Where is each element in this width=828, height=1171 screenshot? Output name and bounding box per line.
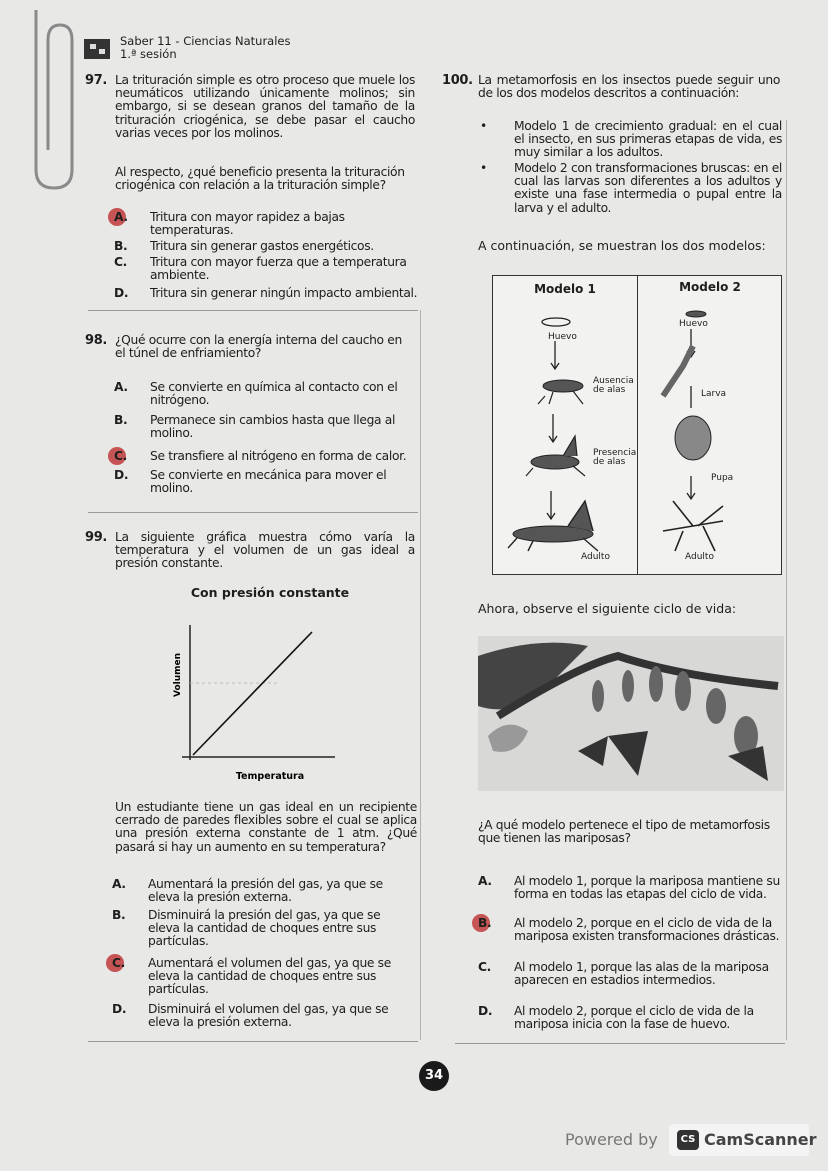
option-text: Permanece sin cambios hasta que llega al molino. xyxy=(150,413,396,441)
page-number: 34 xyxy=(419,1061,449,1091)
option-text: Se convierte en mecánica para mover el molino. xyxy=(150,468,387,496)
label-adult-2: Adulto xyxy=(685,552,714,562)
paper-clip-image xyxy=(22,0,77,200)
option-text: Al modelo 1, porque las alas de la mariposa aparecen en estadios intermedios. xyxy=(514,960,769,988)
option-text: Aumentará la presión del gas, ya que se eleva la presión externa. xyxy=(148,877,383,905)
adult-mosquito-icon xyxy=(663,501,723,551)
model-1-title: Modelo 1 xyxy=(534,282,596,296)
q99-stem xyxy=(85,530,415,571)
option-text: Al modelo 2, porque el ciclo de vida de la mariposa inicia con la fase de huevo. xyxy=(514,1004,754,1032)
volume-temperature-chart xyxy=(160,605,360,790)
camscanner-brand: CamScanner xyxy=(704,1130,817,1149)
option-text: Al modelo 2, porque en el ciclo de vida de la mariposa existen transformaciones drásticas. xyxy=(514,916,780,944)
option-text: Se convierte en química al contacto con el nitrógeno. xyxy=(150,380,398,408)
option-letter: C. xyxy=(114,449,127,463)
models-diagram xyxy=(492,275,782,575)
bullet-model-1 xyxy=(480,119,782,160)
series-line xyxy=(193,632,312,755)
column-divider xyxy=(420,310,421,1040)
header xyxy=(120,35,290,61)
option-text: Disminuirá la presión del gas, ya que se eleva la cantidad de choques entre sus partículas. xyxy=(148,908,381,949)
option-letter: D. xyxy=(114,468,129,482)
metamorphosis-drawings xyxy=(493,276,783,576)
icfes-logo-icon xyxy=(82,35,112,63)
label-pupa: Pupa xyxy=(711,473,734,483)
q100-text: La metamorfosis en los insectos puede seguir uno de los dos modelos descritos a continuación: xyxy=(478,73,780,101)
label-egg-2: Huevo xyxy=(679,319,708,329)
model-2-title: Modelo 2 xyxy=(679,280,741,294)
label-egg-1: Huevo xyxy=(548,332,577,342)
option-letter: C. xyxy=(114,255,127,269)
header-session: 1.ª sesión xyxy=(120,47,177,61)
q97-number: 97. xyxy=(85,73,107,88)
option-letter: B. xyxy=(114,413,128,427)
x-axis-label: Temperatura xyxy=(235,771,305,782)
option-text: Se transfiere al nitrógeno en forma de calor. xyxy=(150,449,407,463)
option-letter: A. xyxy=(114,380,128,394)
option-letter: A. xyxy=(114,210,128,224)
q99-text: La siguiente gráfica muestra cómo varía la temperatura y el volumen de un gas ideal a presión constante. xyxy=(115,530,415,571)
q99-question: Un estudiante tiene un gas ideal en un recipiente cerrado de paredes flexibles sobre el cual se aplica una presión externa constante de 1 atm. ¿Qué pasará si hay un aumento en su temperatura? xyxy=(115,800,417,854)
q98-stem xyxy=(85,333,415,361)
option-text: Tritura con mayor fuerza que a temperatura ambiente. xyxy=(150,255,407,283)
q100-stem xyxy=(442,73,780,101)
q97-stem xyxy=(85,73,415,140)
bullet-icon: • xyxy=(480,119,487,133)
option-letter: B. xyxy=(112,908,126,922)
option-letter: A. xyxy=(112,877,126,891)
divider xyxy=(455,1043,785,1044)
q100-question: ¿A qué modelo pertenece el tipo de metamorfosis que tienen las mariposas? xyxy=(478,818,770,846)
option-text: Aumentará el volumen del gas, ya que se eleva la cantidad de choques entre sus partículas. xyxy=(148,956,391,997)
header-title: Saber 11 - Ciencias Naturales xyxy=(120,34,291,48)
chart-title: Con presión constante xyxy=(190,585,350,600)
q100-number: 100. xyxy=(442,73,473,88)
label-larva: Larva xyxy=(701,389,727,399)
label-wings: Presencia de alas xyxy=(593,448,637,467)
option-letter: B. xyxy=(114,239,128,253)
option-letter: D. xyxy=(112,1002,127,1016)
camscanner-logo xyxy=(669,1124,817,1156)
cycle-intro: Ahora, observe el siguiente ciclo de vida: xyxy=(478,601,737,616)
butterfly-life-cycle-photo xyxy=(478,636,784,791)
q99-number: 99. xyxy=(85,530,107,545)
egg-icon xyxy=(542,318,570,326)
q97-question: Al respecto, ¿qué beneficio presenta la trituración criogénica con relación a la trituración simple? xyxy=(115,165,405,193)
option-text: Tritura sin generar gastos energéticos. xyxy=(150,239,374,253)
divider xyxy=(88,1041,418,1042)
option-letter: B. xyxy=(478,916,492,930)
option-text: Tritura sin generar ningún impacto ambiental. xyxy=(150,286,418,300)
option-text: Tritura con mayor rapidez a bajas temperaturas. xyxy=(150,210,345,238)
option-letter: C. xyxy=(112,956,125,970)
option-letter: C. xyxy=(478,960,491,974)
option-letter: D. xyxy=(478,1004,493,1018)
nymph-icon xyxy=(543,380,583,392)
q98-number: 98. xyxy=(85,333,107,348)
label-adult-1: Adulto xyxy=(581,552,610,562)
option-text: Disminuirá el volumen del gas, ya que se eleva la presión externa. xyxy=(148,1002,389,1030)
bullet-icon: • xyxy=(480,161,487,175)
pupa-icon xyxy=(675,416,711,460)
bullet-model-2 xyxy=(480,161,782,215)
larva-icon xyxy=(663,346,693,396)
winged-nymph-icon xyxy=(531,455,579,469)
y-axis-label: Volumen xyxy=(173,652,183,698)
bullet-text: Modelo 2 con transformaciones bruscas: en el cual las larvas son diferentes a los adultos y existe una fase intermedia o pupal entre la larva y el adulto. xyxy=(514,161,782,215)
option-text: Al modelo 1, porque la mariposa mantiene su forma en todas las etapas del ciclo de vida. xyxy=(514,874,780,902)
option-letter: D. xyxy=(114,286,129,300)
divider xyxy=(88,310,418,311)
powered-by-text: Powered by xyxy=(565,1130,658,1149)
models-intro: A continuación, se muestran los dos modelos: xyxy=(478,238,766,253)
q98-text: ¿Qué ocurre con la energía interna del caucho en el túnel de enfriamiento? xyxy=(115,333,402,361)
camscanner-badge-icon: CS xyxy=(677,1130,699,1150)
divider xyxy=(88,512,418,513)
bullet-text: Modelo 1 de crecimiento gradual: en el cual el insecto, en sus primeras etapas de vida, es muy similar a los adultos. xyxy=(514,119,782,160)
option-letter: A. xyxy=(478,874,492,888)
label-no-wings: Ausencia de alas xyxy=(593,376,634,395)
q97-text: La trituración simple es otro proceso que muele los neumáticos utilizando únicamente molinos; sin embargo, si se desean granos del tamaño de la trituración criogénica, se debe pasar el caucho varias veces por los molinos. xyxy=(115,73,415,140)
column-border xyxy=(786,120,787,1040)
